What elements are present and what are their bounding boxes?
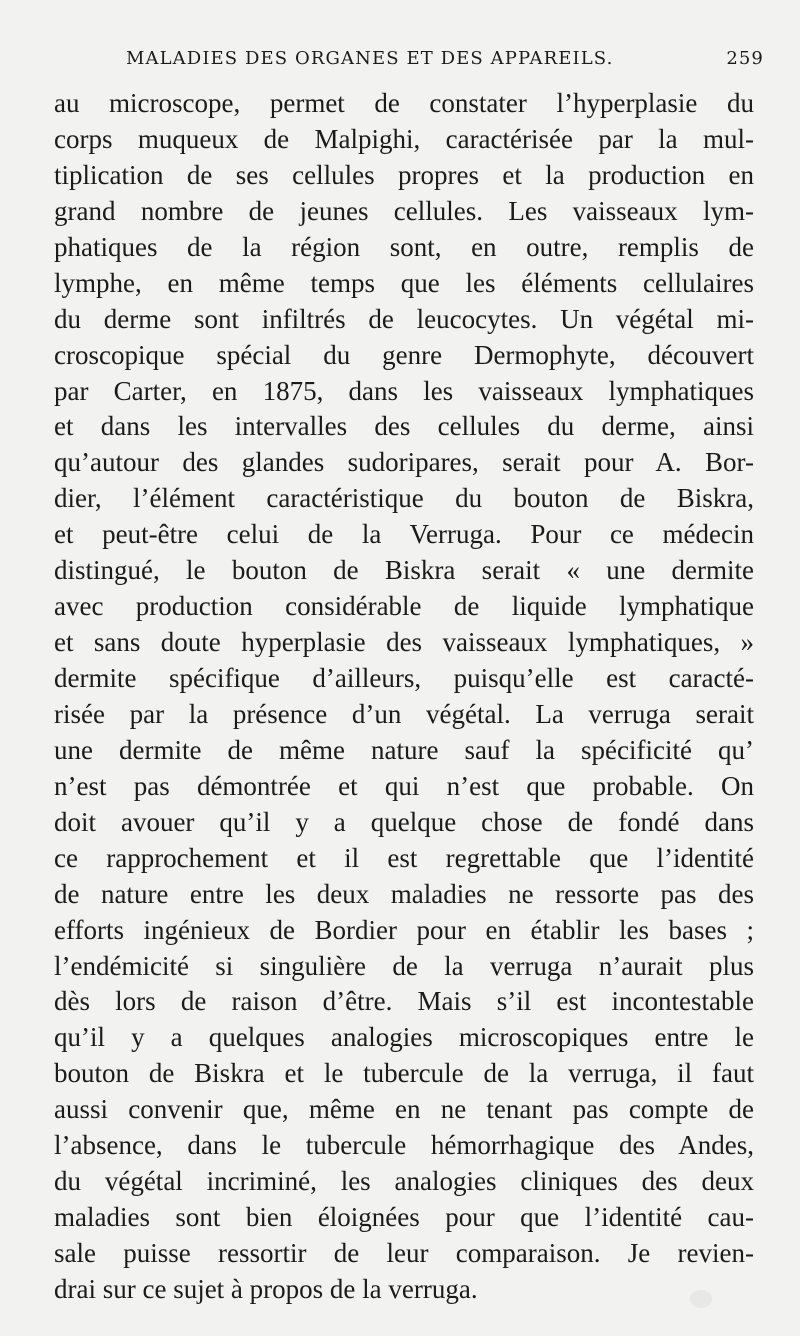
text-line: corps muqueux de Malpighi, caractérisée par la mul- <box>54 123 754 154</box>
text-line: risée par la présence d’un végétal. La verruga serait <box>54 698 754 729</box>
text-line: de nature entre les deux maladies ne ressorte pas des <box>54 878 754 909</box>
text-line: dermite spécifique d’ailleurs, puisqu’elle est caracté- <box>54 663 754 693</box>
text-line: par Carter, en 1875, dans les vaisseaux lymphatiques <box>54 375 754 406</box>
text-line: tiplication de ses cellules propres et la production en <box>54 159 754 190</box>
text-line: au microscope, permet de constater l’hyperplasie du <box>54 88 754 118</box>
page-number: 259 <box>726 48 764 69</box>
text-line: ce rapprochement et il est regrettable que l’identité <box>54 842 754 873</box>
running-header <box>96 44 764 76</box>
text-line: lymphe, en même temps que les éléments cellulaires <box>54 267 754 298</box>
text-line: avec production considérable de liquide lymphatique <box>54 591 754 622</box>
text-line: aussi convenir que, même en ne tenant pas compte de <box>54 1094 754 1125</box>
text-line: qu’autour des glandes sudoripares, serait pour A. Bor- <box>54 447 754 478</box>
text-line: et sans doute hyperplasie des vaisseaux lymphatiques, » <box>54 627 754 658</box>
text-line: dier, l’élément caractéristique du bouton de Biskra, <box>54 483 754 514</box>
text-line: une dermite de même nature sauf la spécificité qu’ <box>54 734 754 765</box>
text-line: dès lors de raison d’être. Mais s’il est incontestable <box>54 986 754 1017</box>
running-title: MALADIES DES ORGANES ET DES APPAREILS. <box>126 48 614 69</box>
text-line: maladies sont bien éloignées pour que l’identité cau- <box>54 1202 754 1233</box>
text-line: du derme sont infiltrés de leucocytes. Un végétal mi- <box>54 303 754 334</box>
text-line: n’est pas démontrée et qui n’est que probable. On <box>54 770 754 801</box>
text-line: bouton de Biskra et le tubercule de la verruga, il faut <box>54 1058 754 1089</box>
body-text <box>54 86 754 1308</box>
text-line: grand nombre de jeunes cellules. Les vaisseaux lym- <box>54 195 754 226</box>
text-line: et peut-être celui de la Verruga. Pour ce médecin <box>54 519 754 550</box>
text-line: l’absence, dans le tubercule hémorrhagique des Andes, <box>54 1130 754 1161</box>
text-line: l’endémicité si singulière de la verruga n’aurait plus <box>54 950 754 981</box>
text-line-last: drai sur ce sujet à propos de la verruga. <box>54 1273 478 1304</box>
text-line: distingué, le bouton de Biskra serait « une dermite <box>54 555 754 586</box>
text-line: croscopique spécial du genre Dermophyte, découvert <box>54 339 754 370</box>
text-line: du végétal incriminé, les analogies cliniques des deux <box>54 1166 754 1197</box>
text-line: qu’il y a quelques analogies microscopiques entre le <box>54 1022 754 1053</box>
text-line: doit avouer qu’il y a quelque chose de fondé dans <box>54 806 754 837</box>
text-line: sale puisse ressortir de leur comparaison. Je revien- <box>54 1238 754 1268</box>
text-line: et dans les intervalles des cellules du derme, ainsi <box>54 411 754 442</box>
text-line: efforts ingénieux de Bordier pour en établir les bases ; <box>54 914 754 945</box>
text-line: phatiques de la région sont, en outre, remplis de <box>54 231 754 262</box>
